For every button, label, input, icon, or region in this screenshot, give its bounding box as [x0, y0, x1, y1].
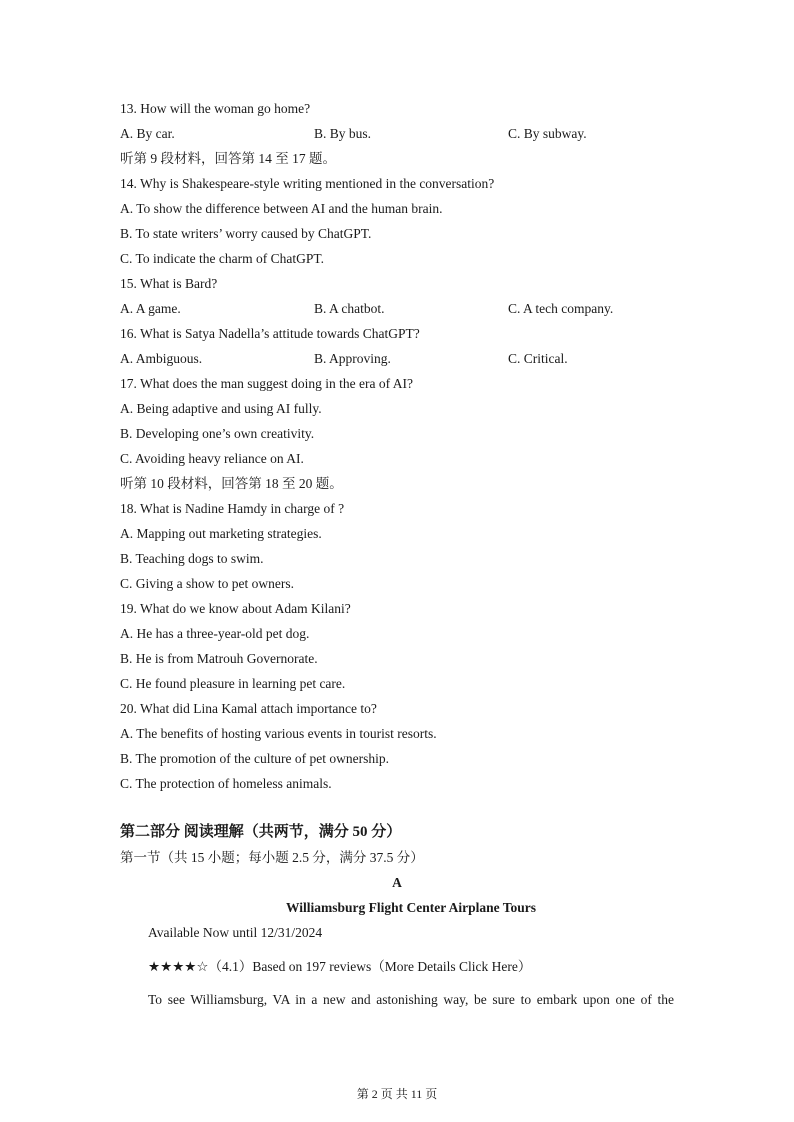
q13-option-b: B. By bus.: [314, 126, 372, 141]
q18-question: 18. What is Nadine Hamdy in charge of ?: [120, 501, 345, 516]
q14-option-a: A. To show the difference between AI and the human brain.: [120, 201, 443, 216]
q14-option-c: C. To indicate the charm of ChatGPT.: [120, 251, 325, 266]
q17-option-a: A. Being adaptive and using AI fully.: [120, 401, 322, 416]
q20-question: 20. What did Lina Kamal attach importance to?: [120, 701, 377, 716]
q20-option-b: B. The promotion of the culture of pet ownership.: [120, 751, 389, 766]
q15-option-b: B. A chatbot.: [314, 301, 385, 316]
q15-option-a: A. A game.: [120, 301, 181, 316]
q19-option-a: A. He has a three-year-old pet dog.: [120, 626, 310, 641]
q13-option-a: A. By car.: [120, 126, 175, 141]
q19-option-c: C. He found pleasure in learning pet care.: [120, 676, 346, 691]
q16-option-a: A. Ambiguous.: [120, 351, 203, 366]
q15-option-c: C. A tech company.: [508, 301, 614, 316]
q15-question: 15. What is Bard?: [120, 276, 218, 291]
q14-option-b: B. To state writers’ worry caused by ChatGPT.: [120, 226, 372, 241]
availability-text: Available Now until 12/31/2024: [148, 925, 323, 940]
instruction-passage-9: 听第 9 段材料，回答第 14 至 17 题。: [120, 151, 336, 166]
instruction-passage-10: 听第 10 段材料，回答第 18 至 20 题。: [120, 476, 343, 491]
q17-option-b: B. Developing one’s own creativity.: [120, 426, 315, 441]
q20-option-c: C. The protection of homeless animals.: [120, 776, 332, 791]
q13-options: [120, 125, 680, 143]
q14-question: 14. Why is Shakespeare-style writing mentioned in the conversation?: [120, 176, 495, 191]
q16-question: 16. What is Satya Nadella’s attitude towards ChatGPT?: [120, 326, 420, 341]
q16-option-b: B. Approving.: [314, 351, 391, 366]
passage-letter: A: [392, 875, 402, 890]
q18-option-b: B. Teaching dogs to swim.: [120, 551, 264, 566]
q13-question: 13. How will the woman go home?: [120, 101, 311, 116]
q20-option-a: A. The benefits of hosting various events in tourist resorts.: [120, 726, 437, 741]
q19-option-b: B. He is from Matrouh Governorate.: [120, 651, 318, 666]
passage-body-first-line: To see Williamsburg, VA in a new and astonishing way, be sure to embark upon one of the: [148, 992, 674, 1007]
q13-option-c: C. By subway.: [508, 126, 587, 141]
q18-option-a: A. Mapping out marketing strategies.: [120, 526, 322, 541]
page-footer: 第 2 页 共 11 页: [356, 1087, 438, 1101]
rating-line: ★★★★☆（4.1）Based on 197 reviews（More Details Click Here）: [148, 959, 532, 974]
q18-option-c: C. Giving a show to pet owners.: [120, 576, 294, 591]
q16-options: [120, 350, 680, 368]
part2-title: 第二部分 阅读理解（共两节，满分 50 分）: [120, 824, 402, 840]
q16-option-c: C. Critical.: [508, 351, 568, 366]
q17-question: 17. What does the man suggest doing in the era of AI?: [120, 376, 413, 391]
q15-options: [120, 300, 680, 318]
part2-section1-instruction: 第一节（共 15 小题；每小题 2.5 分，满分 37.5 分）: [120, 850, 424, 865]
passage-title: Williamsburg Flight Center Airplane Tours: [285, 900, 537, 915]
q19-question: 19. What do we know about Adam Kilani?: [120, 601, 351, 616]
q17-option-c: C. Avoiding heavy reliance on AI.: [120, 451, 304, 466]
